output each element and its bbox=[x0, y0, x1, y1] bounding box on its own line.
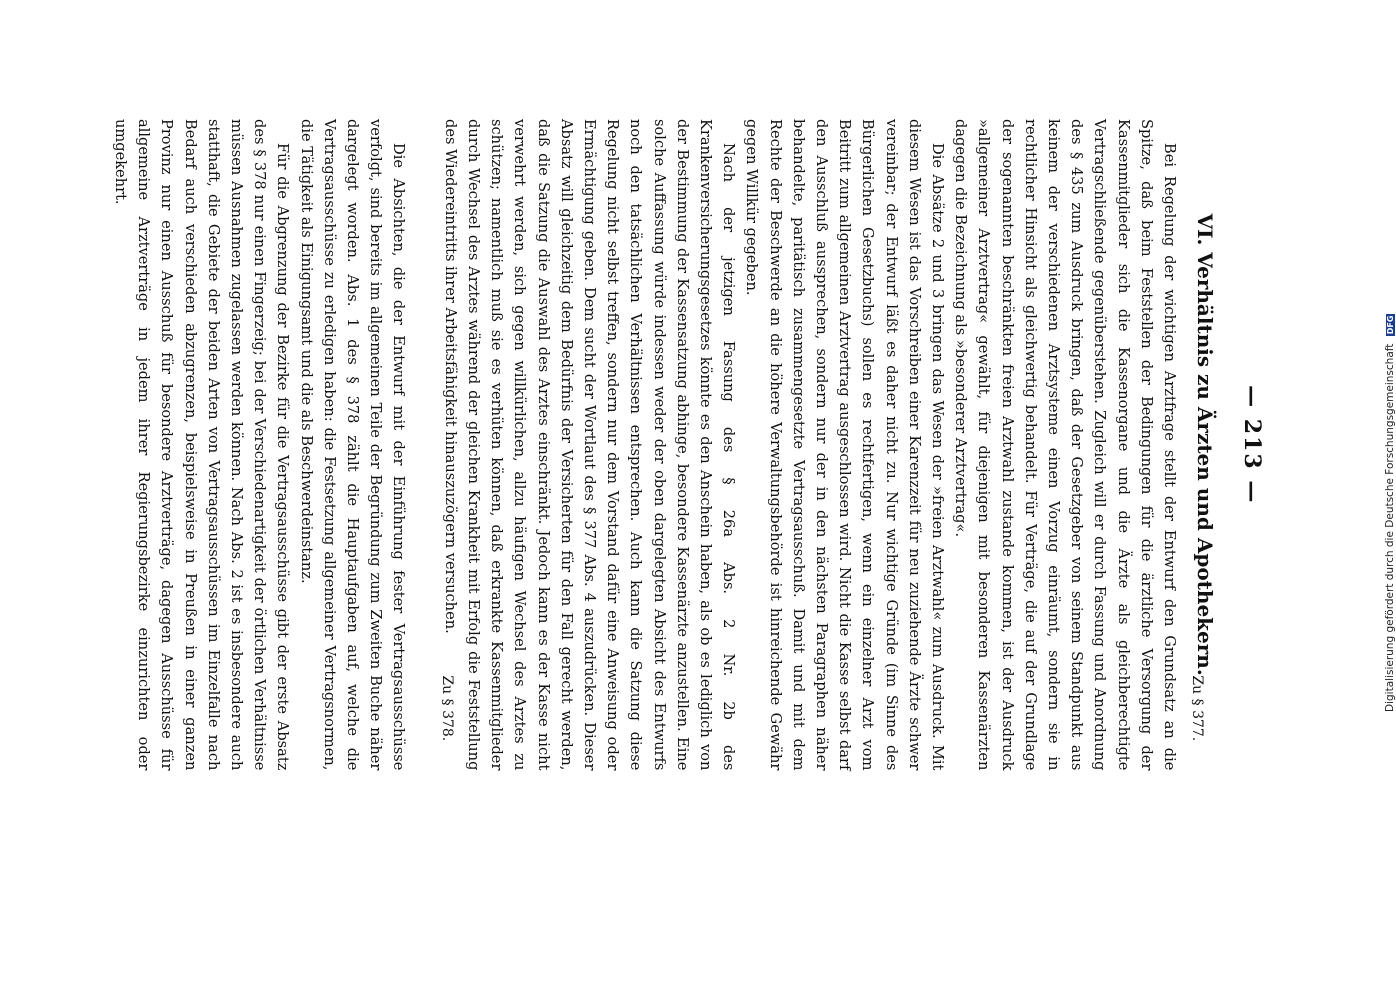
credit-line bbox=[1384, 314, 1396, 712]
page-row bbox=[109, 119, 1265, 879]
section-378 bbox=[109, 119, 411, 770]
margin-note-378: Zu § 378. bbox=[439, 675, 455, 742]
main-column bbox=[109, 119, 1265, 770]
paragraph: Bei Regelung der wichtigen Arztfrage stellt der Entwurf den Grundsatz an die Spitze, daß beim Feststellen der Bedingungen für die ärztliche Versorgung der Kassenmitglieder sich die Kassenorgane und die Ärzte als gleichberechtigte Vertragschließende gegenüberstehen. Zugleich will er durch Fassung und Anordnung des § 435 zum Ausdruck bringen, daß der Gesetzgeber von seinem Standpunkt aus keinem der verschiedenen Arztsysteme einen Vorzug einräumt, sondern sie in rechtlicher Hinsicht als gleichwertig behandelt. Für Verträge, die auf der Grundlage der sogenannten beschränkten freien Arztwahl zustande kommen, ist der Ausdruck »allgemeiner Arztvertrag« gewählt, für diejenigen mit besonderen Kassenärzten dagegen die Bezeichnung als »besonderer Arztvertrag«. bbox=[952, 119, 1178, 771]
margin-note-377: Zu § 377. bbox=[1189, 675, 1205, 742]
dfg-logo: DFG bbox=[1386, 315, 1395, 335]
rotated-page bbox=[112, 119, 1265, 879]
paragraph: Die Absichten, die der Entwurf mit der Einführung fester Vertragsausschüsse verfolgt, sind bereits im allgemeinen Teile der Begründung zum Zweiten Buche näher dargelegt worden. Abs. 1 des § 378 zählt die Hauptaufgaben auf, welche die Vertragsausschüsse zu erledigen haben: die Festsetzung allgemeiner Vertragsnormen, die Tätigkeit als Einigungsamt und die als Beschwerdeinstanz. bbox=[297, 119, 408, 771]
digitization-credit bbox=[1368, 12, 1396, 712]
paragraph: Die Absätze 2 und 3 bringen das Wesen der »freien Arztwahl« zum Ausdruck. Mit diesem Wesen ist das Vorschreiben einer Karenzzeit für neu zuziehende Ärzte schwer vereinbar; der Entwurf läßt es daher nicht zu. Nur wichtige Gründe (im Sinne des Bürgerlichen Gesetzbuchs) sollen es rechtfertigen, wenn ein einzelner Arzt vom Beitritt zum allgemeinen Arztvertrag ausgeschlossen wird. Nicht die Kasse selbst darf den Ausschluß aussprechen, sondern nur der in den nächsten Paragraphen näher behandelte, paritätisch zusammengesetzte Vertragsausschuß. Damit und mit dem Rechte der Beschwerde an die höhere Verwaltungsbehörde ist hinreichende Gewähr gegen Willkür gegeben. bbox=[743, 119, 946, 771]
paragraph: Für die Abgrenzung der Bezirke für die Vertragsausschüsse gibt der erste Absatz des § 378 nur einen Fingerzeig; bei der Verschiedenartigkeit der örtlichen Verhältnisse müssen Ausnahmen zugelassen werden können. Nach Abs. 2 ist es insbesondere auch statthaft, die Gebiete der beiden Arten von Vertragsausschüssen im Einzelfalle nach Bedarf auch verschieden abzugrenzen, beispielsweise in Preußen in einer ganzen Provinz nur einen Ausschuß für besondere Arztverträge, dagegen Ausschüsse für allgemeine Arztverträge in jedem ihrer Regierungsbezirke einzurichten oder umgekehrt. bbox=[112, 119, 292, 771]
paragraph: Nach der jetzigen Fassung des § 26a Abs. 2 Nr. 2b des Krankenversicherungsgesetzes könnte es den Anschein haben, als ob es lediglich von der Bestimmung der Kassensatzung abhinge, besondere Kassenärzte anzustellen. Eine solche Auffassung würde indessen weder der oben dargelegten Absicht des Entwurfs noch den tatsächlichen Verhältnissen entsprechen. Auch kann die Satzung diese Regelung nicht selbst treffen, sondern nur dem Vorstand dafür eine Anweisung oder Ermächtigung geben. Dem sucht der Wortlaut des § 377 Abs. 4 auszudrücken. Dieser Absatz will gleichzeitig dem Bedürfnis der Versicherten für den Fall gerecht werden, daß die Satzung die Auswahl des Arztes einschränkt. Jedoch kann es der Kasse nicht verwehrt werden, sich gegen willkürlichen, allzu häufigen Wechsel des Arztes zu schützen; namentlich muß sie es verhüten können, daß erkrankte Kassenmitglieder durch Wechsel des Arztes während der gleichen Krankheit mit Erfolg die Feststellung des Wiedereintritts ihrer Arbeitsfähigkeit hinauszuzögern versuchen. bbox=[441, 119, 738, 771]
section-377 bbox=[439, 119, 1182, 770]
credit-text: Digitalisierung gefördert durch die Deutsche Forschungsgemeinschaft bbox=[1384, 343, 1396, 712]
margin-column bbox=[109, 675, 1265, 879]
section-heading: VI. Verhältnis zu Ärzten und Apothekern. bbox=[1193, 213, 1217, 676]
page-number: — 213 — bbox=[1239, 385, 1265, 505]
